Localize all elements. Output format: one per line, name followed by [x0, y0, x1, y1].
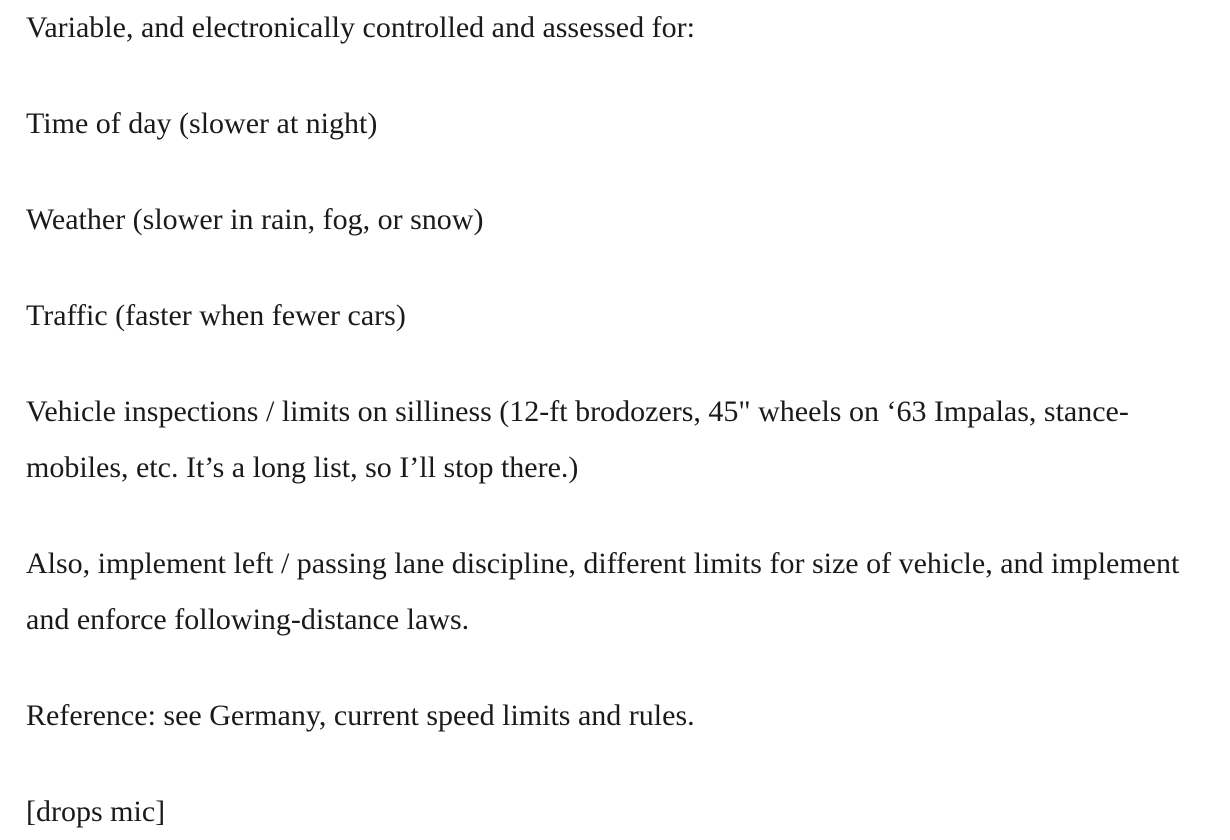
drops-mic-paragraph: [drops mic] — [26, 795, 166, 828]
post-body — [26, 0, 1222, 840]
weather-paragraph: Weather (slower in rain, fog, or snow) — [26, 203, 484, 236]
traffic-paragraph: Traffic (faster when fewer cars) — [26, 299, 406, 332]
reference-paragraph: Reference: see Germany, current speed limits and rules. — [26, 699, 695, 732]
vehicle-inspections-paragraph: Vehicle inspections / limits on silliness (12-ft brodozers, 45" wheels on ‘63 Impalas, stance-mobiles, etc. It’s a long list, so I’ll stop there.) — [26, 395, 1129, 484]
intro-paragraph: Variable, and electronically controlled and assessed for: — [26, 11, 695, 44]
time-of-day-paragraph: Time of day (slower at night) — [26, 107, 378, 140]
lane-discipline-paragraph: Also, implement left / passing lane discipline, different limits for size of vehicle, and implement and enforce following-distance laws. — [26, 547, 1180, 636]
